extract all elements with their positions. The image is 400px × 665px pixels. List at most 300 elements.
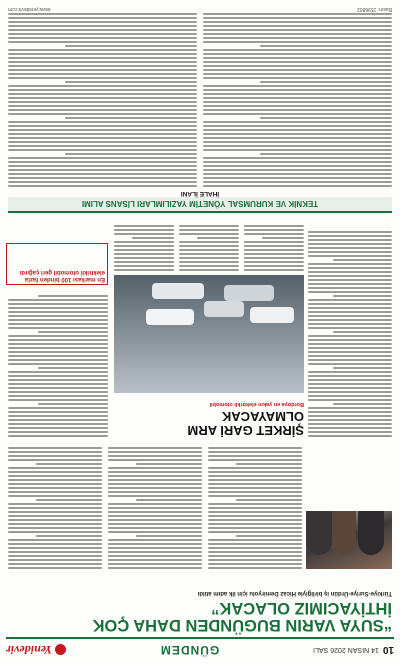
text-line (308, 339, 392, 341)
text-line (244, 269, 304, 271)
text-line (208, 527, 302, 529)
text-line (8, 395, 108, 397)
text-line (108, 479, 202, 481)
text-line (8, 65, 197, 67)
text-line (208, 475, 302, 477)
text-line (260, 45, 392, 47)
text-line (8, 41, 197, 43)
text-line (8, 371, 108, 373)
text-line (333, 295, 392, 297)
text-line (8, 567, 102, 569)
text-line (179, 265, 239, 267)
text-line (179, 233, 239, 235)
text-line (260, 153, 392, 155)
text-line (8, 335, 108, 337)
text-line (8, 563, 102, 565)
text-line (108, 471, 202, 473)
text-line (108, 543, 202, 545)
text-line (308, 287, 392, 289)
text-line (8, 355, 108, 357)
text-line (308, 419, 392, 421)
text-line (108, 515, 202, 517)
text-line (203, 169, 392, 171)
text-line (179, 225, 239, 227)
text-line (108, 539, 202, 541)
page-date: 14 NİSAN 2026 SALI (313, 646, 379, 654)
text-line (8, 181, 197, 183)
text-line (203, 181, 392, 183)
text-line (333, 259, 392, 261)
text-line (8, 399, 108, 401)
text-line (208, 487, 302, 489)
top-story-deck: Türkiye-Suriye-Ürdün iş birliğiyle Hicaz Demiryolu için ilk adım atıldı (197, 590, 392, 596)
text-line (8, 57, 197, 59)
text-line (208, 471, 302, 473)
text-line (36, 463, 102, 465)
text-line (203, 85, 392, 87)
body-column (114, 221, 174, 271)
text-line (8, 149, 197, 151)
notice-subtitle: İHALE İLANI (180, 190, 220, 197)
text-line (179, 249, 239, 251)
text-line (8, 121, 197, 123)
text-line (260, 117, 392, 119)
text-line (308, 283, 392, 285)
text-line (308, 363, 392, 365)
text-line (108, 455, 202, 457)
text-line (8, 539, 102, 541)
text-line (308, 383, 392, 385)
text-line (208, 539, 302, 541)
text-line (333, 403, 392, 405)
text-line (308, 355, 392, 357)
text-line (114, 269, 174, 271)
notice-title: TEKNİK VE KURUMSAL YÖNETİM YAZILIMLARI LİSANS ALIMI (81, 199, 319, 209)
text-line (203, 101, 392, 103)
text-line (8, 33, 197, 35)
text-line (8, 109, 197, 111)
text-line (203, 141, 392, 143)
text-line (8, 21, 197, 23)
text-line (208, 531, 302, 533)
text-line (308, 299, 392, 301)
text-line (308, 279, 392, 281)
text-line (203, 129, 392, 131)
text-line (208, 483, 302, 485)
text-line (236, 463, 302, 465)
text-line (8, 467, 102, 469)
text-line (308, 243, 392, 245)
text-line (114, 241, 174, 243)
text-line (308, 303, 392, 305)
text-line (308, 379, 392, 381)
text-line (38, 403, 108, 405)
text-line (108, 519, 202, 521)
text-line (308, 371, 392, 373)
text-line (197, 237, 239, 239)
text-line (114, 265, 174, 267)
left-column-text (308, 222, 392, 437)
body-column (8, 441, 102, 569)
page-footer (8, 4, 392, 12)
text-line (308, 399, 392, 401)
text-line (108, 507, 202, 509)
text-line (8, 547, 102, 549)
text-line (8, 363, 108, 365)
text-line (308, 415, 392, 417)
text-line (108, 487, 202, 489)
text-line (208, 511, 302, 513)
text-line (208, 547, 302, 549)
text-line (36, 499, 102, 501)
text-line (8, 307, 108, 309)
text-line (208, 479, 302, 481)
text-line (308, 267, 392, 269)
notice-column (203, 11, 392, 187)
text-line (8, 157, 197, 159)
text-line (114, 249, 174, 251)
text-line (203, 69, 392, 71)
text-line (244, 261, 304, 263)
text-line (108, 523, 202, 525)
text-line (8, 315, 108, 317)
middle-story-headline: ŞİRKET GARİ ARM OLMAYACAK (187, 409, 304, 438)
text-line (244, 245, 304, 247)
text-line (8, 471, 102, 473)
text-line (114, 233, 174, 235)
text-line (203, 105, 392, 107)
text-line (8, 507, 102, 509)
text-line (203, 161, 392, 163)
text-line (8, 375, 108, 377)
text-line (8, 559, 102, 561)
text-line (8, 25, 197, 27)
text-line (244, 225, 304, 227)
text-line (208, 563, 302, 565)
text-line (208, 467, 302, 469)
text-line (8, 97, 197, 99)
text-line (8, 447, 102, 449)
text-line (208, 523, 302, 525)
text-line (8, 319, 108, 321)
text-line (108, 531, 202, 533)
text-line (179, 269, 239, 271)
text-line (132, 237, 174, 239)
text-line (8, 49, 197, 51)
text-line (203, 17, 392, 19)
top-story-body (8, 441, 302, 569)
text-line (8, 77, 197, 79)
text-line (136, 463, 202, 465)
text-line (8, 93, 197, 95)
text-line (308, 407, 392, 409)
text-line (8, 431, 108, 433)
text-line (8, 37, 197, 39)
newspaper-logo (6, 643, 66, 658)
notice-column (8, 11, 197, 187)
text-line (208, 543, 302, 545)
text-line (65, 153, 197, 155)
text-line (8, 105, 197, 107)
text-line (203, 21, 392, 23)
text-line (203, 57, 392, 59)
text-line (203, 73, 392, 75)
text-line (208, 459, 302, 461)
text-line (8, 523, 102, 525)
text-line (260, 81, 392, 83)
text-line (8, 169, 197, 171)
text-line (8, 423, 108, 425)
text-line (244, 257, 304, 259)
text-line (8, 359, 108, 361)
text-line (114, 257, 174, 259)
text-line (203, 157, 392, 159)
text-line (308, 247, 392, 249)
text-line (203, 149, 392, 151)
text-line (65, 45, 197, 47)
text-line (308, 435, 392, 437)
text-line (208, 451, 302, 453)
logo-mark-icon (55, 645, 66, 656)
text-line (8, 299, 108, 301)
text-line (8, 177, 197, 179)
text-line (308, 239, 392, 241)
text-line (308, 375, 392, 377)
text-line (203, 177, 392, 179)
text-line (179, 257, 239, 259)
text-line (308, 395, 392, 397)
text-line (8, 411, 108, 413)
text-line (208, 495, 302, 497)
text-line (308, 351, 392, 353)
text-line (203, 97, 392, 99)
text-line (8, 141, 197, 143)
text-line (208, 491, 302, 493)
text-line (203, 33, 392, 35)
text-line (308, 263, 392, 265)
notice-body (8, 11, 392, 187)
text-line (208, 559, 302, 561)
text-line (8, 483, 102, 485)
text-line (308, 359, 392, 361)
text-line (308, 255, 392, 257)
text-line (8, 347, 108, 349)
text-line (244, 229, 304, 231)
text-line (65, 81, 197, 83)
text-line (208, 507, 302, 509)
page-header (6, 637, 394, 661)
text-line (8, 407, 108, 409)
text-line (244, 241, 304, 243)
text-line (108, 483, 202, 485)
text-line (8, 311, 108, 313)
text-line (203, 65, 392, 67)
text-line (8, 125, 197, 127)
text-line (108, 547, 202, 549)
text-line (114, 253, 174, 255)
text-line (108, 511, 202, 513)
side-box-title: En markası 100 binden fazla elektrikli otomobil geri çağırdı (19, 268, 105, 282)
text-line (8, 527, 102, 529)
text-line (8, 491, 102, 493)
text-line (8, 69, 197, 71)
text-line (308, 423, 392, 425)
text-line (308, 315, 392, 317)
text-line (8, 85, 197, 87)
text-line (8, 73, 197, 75)
text-line (179, 241, 239, 243)
text-line (203, 145, 392, 147)
text-line (208, 447, 302, 449)
text-line (8, 475, 102, 477)
text-line (8, 511, 102, 513)
text-line (308, 335, 392, 337)
text-line (208, 515, 302, 517)
text-line (114, 229, 174, 231)
text-line (8, 17, 197, 19)
text-line (8, 451, 102, 453)
footer-left: Basın: 1596802 (356, 6, 392, 12)
body-column (244, 221, 304, 271)
text-line (8, 137, 197, 139)
text-line (8, 129, 197, 131)
text-line (8, 459, 102, 461)
text-line (8, 515, 102, 517)
text-line (308, 271, 392, 273)
side-box (6, 243, 108, 285)
text-line (244, 233, 304, 235)
text-line (203, 77, 392, 79)
text-line (38, 331, 108, 333)
text-line (308, 275, 392, 277)
text-line (203, 93, 392, 95)
text-line (8, 455, 102, 457)
text-line (136, 499, 202, 501)
text-line (8, 351, 108, 353)
text-line (308, 343, 392, 345)
text-line (8, 487, 102, 489)
text-line (308, 427, 392, 429)
text-line (203, 125, 392, 127)
section-title: GÜNDEM (159, 643, 220, 657)
text-line (8, 61, 197, 63)
text-line (8, 339, 108, 341)
body-column (179, 221, 239, 271)
text-line (8, 391, 108, 393)
text-line (8, 303, 108, 305)
text-line (8, 173, 197, 175)
text-line (203, 165, 392, 167)
text-line (8, 519, 102, 521)
text-line (262, 237, 304, 239)
text-line (8, 53, 197, 55)
text-line (208, 519, 302, 521)
text-line (38, 295, 108, 297)
text-line (203, 25, 392, 27)
text-line (8, 323, 108, 325)
text-line (308, 319, 392, 321)
text-line (8, 387, 108, 389)
text-line (308, 411, 392, 413)
text-line (8, 145, 197, 147)
text-line (8, 343, 108, 345)
middle-story-body (114, 221, 304, 271)
text-line (108, 527, 202, 529)
text-line (308, 431, 392, 433)
body-column (108, 441, 202, 569)
text-line (8, 555, 102, 557)
text-line (8, 415, 108, 417)
page-number: 10 (382, 644, 394, 656)
text-line (203, 173, 392, 175)
text-line (308, 235, 392, 237)
text-line (203, 37, 392, 39)
text-line (8, 13, 197, 15)
text-line (8, 531, 102, 533)
text-line (236, 499, 302, 501)
text-line (8, 113, 197, 115)
text-line (114, 225, 174, 227)
text-line (308, 391, 392, 393)
text-line (203, 109, 392, 111)
text-line (203, 13, 392, 15)
text-line (203, 53, 392, 55)
text-line (208, 555, 302, 557)
top-story-headline: “SUYA VARIN BUGÜNDEN DAHA ÇOK İHTİYACIMIZ OLACAK” (92, 598, 392, 634)
text-line (179, 261, 239, 263)
text-line (108, 491, 202, 493)
text-line (114, 245, 174, 247)
text-line (8, 503, 102, 505)
text-line (108, 551, 202, 553)
text-line (8, 161, 197, 163)
text-line (308, 323, 392, 325)
middle-story-red-heading: Bordoya en yakın elektrikli otomobil (209, 401, 304, 407)
footer-right: www.yenidevir.com (8, 6, 51, 12)
text-line (208, 503, 302, 505)
text-line (8, 543, 102, 545)
text-line (108, 559, 202, 561)
text-line (203, 113, 392, 115)
text-line (308, 327, 392, 329)
body-column (208, 441, 302, 569)
text-line (203, 121, 392, 123)
text-line (179, 229, 239, 231)
text-line (36, 535, 102, 537)
text-line (208, 551, 302, 553)
logo-text: Yenidevir (6, 643, 53, 658)
text-line (108, 447, 202, 449)
text-line (8, 379, 108, 381)
text-line (203, 133, 392, 135)
text-line (244, 253, 304, 255)
text-line (308, 387, 392, 389)
text-line (8, 435, 108, 437)
text-line (114, 261, 174, 263)
text-line (236, 535, 302, 537)
text-line (203, 29, 392, 31)
text-line (333, 367, 392, 369)
text-line (65, 117, 197, 119)
text-line (136, 535, 202, 537)
text-line (8, 133, 197, 135)
text-line (108, 555, 202, 557)
middle-story-photo (114, 275, 304, 393)
text-line (308, 307, 392, 309)
text-line (203, 61, 392, 63)
text-line (8, 185, 197, 187)
text-line (8, 495, 102, 497)
